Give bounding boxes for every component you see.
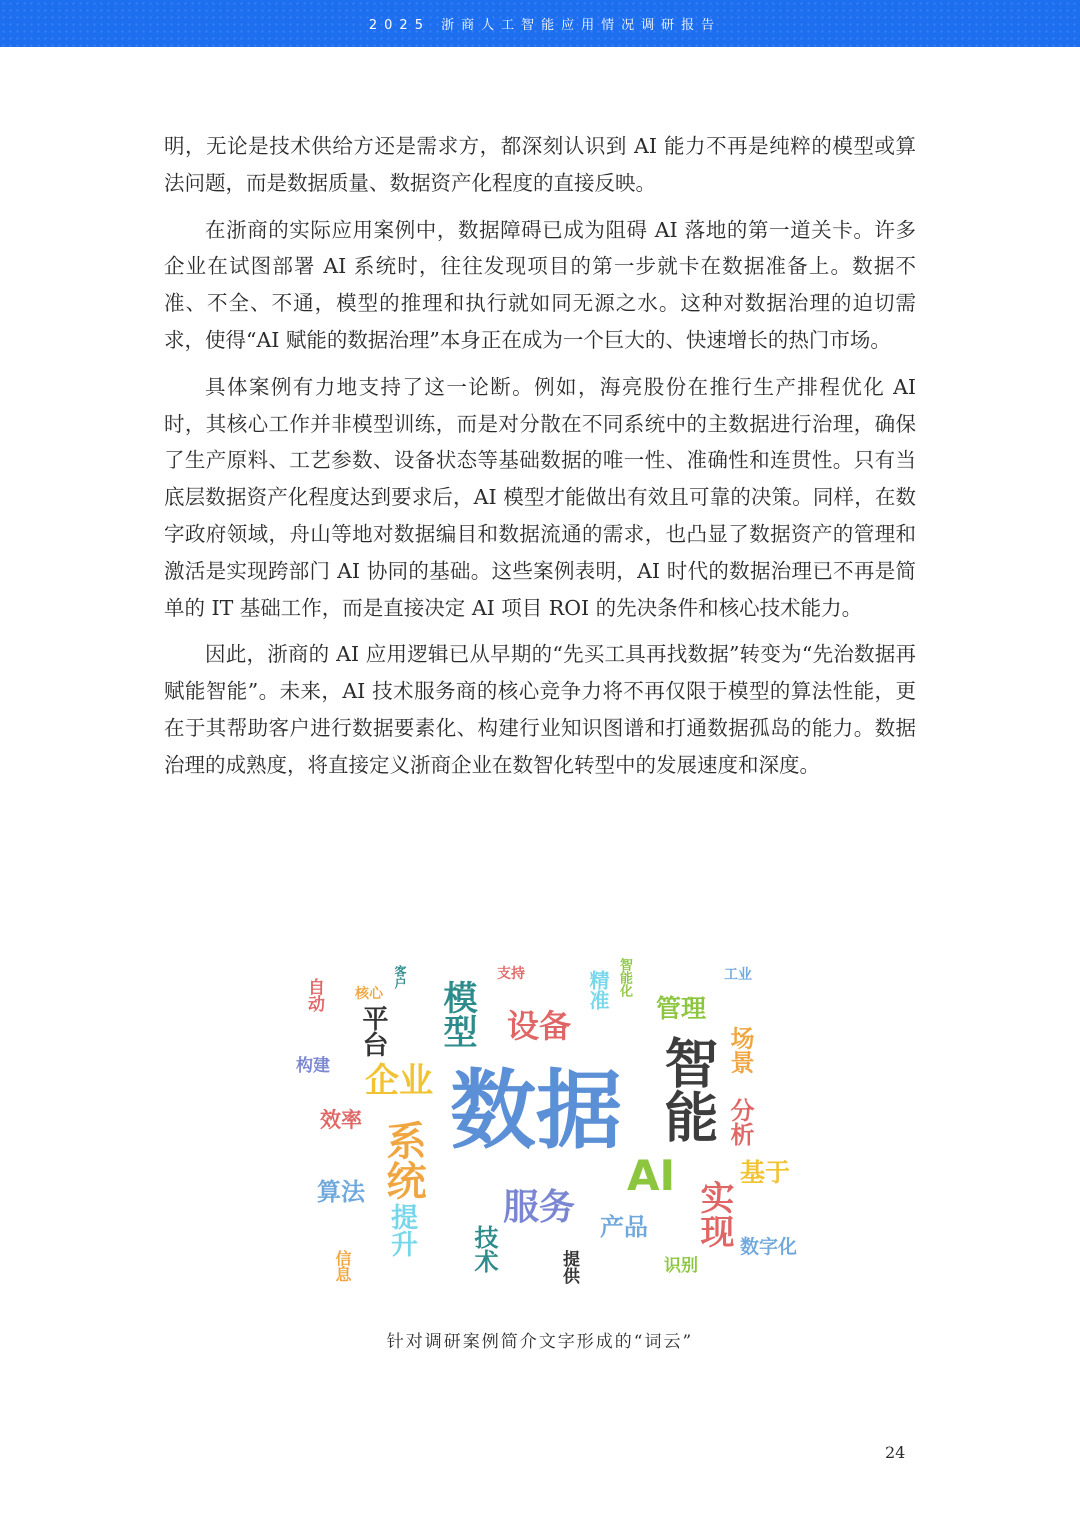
- cloud-word: 精准: [586, 970, 610, 1010]
- cloud-word: 产品: [600, 1213, 648, 1241]
- cloud-word: 提供: [559, 1250, 579, 1284]
- paragraph: 在浙商的实际应用案例中，数据障碍已成为阻碍 AI 落地的第一道关卡。许多企业在试图部署 AI 系统时，往往发现项目的第一步就卡在数据准备上。数据不准、不全、不通，模型的推理和执行就如同无源之水。这种对数据治理的迫切需求，使得“AI 赋能的数据治理”本身正在成为一个巨大的、快速增长的热门市场。: [164, 217, 916, 352]
- cloud-word: 系统: [380, 1120, 426, 1200]
- cloud-word: 企业: [365, 1061, 433, 1101]
- page-number: 24: [885, 1443, 906, 1462]
- cloud-word: 工业: [724, 967, 752, 983]
- cloud-word: 技术: [470, 1225, 498, 1273]
- cloud-word: 支持: [497, 966, 525, 982]
- cloud-word: 场景: [726, 1026, 754, 1074]
- paragraph: 具体案例有力地支持了这一论断。例如，海亮股份在推行生产排程优化 AI 时，其核心工作并非模型训练，而是对分散在不同系统中的主数据进行治理，确保了生产原料、工艺参数、设备状态等基础数据的唯一性、准确性和连贯性。只有当底层数据资产化程度达到要求后，AI 模型才能做出有效且可靠的决策。同样，在数字政府领域，舟山等地对数据编目和数据流通的需求，也凸显了数据资产的管理和激活是实现跨部门 AI 协同的基础。这些案例表明，AI 时代的数据治理已不再是简单的 IT 基础工作，而是直接决定 AI 项目 ROI 的先决条件和核心技术能力。: [164, 374, 916, 620]
- cloud-word: 基于: [740, 1158, 791, 1187]
- cloud-word: 识别: [664, 1256, 698, 1276]
- cloud-word: 自动: [304, 978, 324, 1012]
- cloud-word: 数据: [450, 1061, 622, 1161]
- cloud-word: 提升: [386, 1203, 417, 1257]
- cloud-word: 算法: [317, 1178, 365, 1206]
- figure-caption: 针对调研案例简介文字形成的“词云”: [386, 1332, 694, 1352]
- paragraph: 因此，浙商的 AI 应用逻辑已从早期的“先买工具再找数据”转变为“先治数据再赋能智能”。未来，AI 技术服务商的核心竞争力将不再仅限于模型的算法性能，更在于其帮助客户进行数据要素化、构建行业知识图谱和打通数据孤岛的能力。数据治理的成熟度，将直接定义浙商企业在数智化转型中的发展速度和深度。: [164, 642, 916, 777]
- cloud-word: 智能化: [617, 958, 632, 997]
- cloud-word: 信息: [333, 1250, 352, 1282]
- cloud-word: 平台: [358, 1005, 388, 1057]
- cloud-word: 效率: [320, 1108, 362, 1132]
- cloud-word: 实现: [694, 1180, 734, 1248]
- cloud-word: 核心: [355, 986, 383, 1002]
- body-text: [164, 128, 916, 794]
- paragraph: 明，无论是技术供给方还是需求方，都深刻认识到 AI 能力不再是纯粹的模型或算法问题，而是数据质量、数据资产化程度的直接反映。: [164, 134, 916, 195]
- header-bar: [0, 0, 1080, 47]
- cloud-word: 服务: [503, 1187, 576, 1228]
- cloud-word: 构建: [296, 1056, 330, 1076]
- cloud-word: 客户: [393, 965, 407, 989]
- cloud-word: 管理: [656, 994, 707, 1023]
- cloud-word: AI: [627, 1151, 676, 1200]
- cloud-word: 数字化: [740, 1236, 798, 1258]
- header-title: 2025 浙商人工智能应用情况调研报告: [368, 18, 722, 33]
- cloud-word: 模型: [437, 980, 477, 1048]
- cloud-word: 设备: [507, 1007, 572, 1045]
- cloud-word: 分析: [726, 1098, 754, 1146]
- cloud-word: 智能: [656, 1035, 719, 1143]
